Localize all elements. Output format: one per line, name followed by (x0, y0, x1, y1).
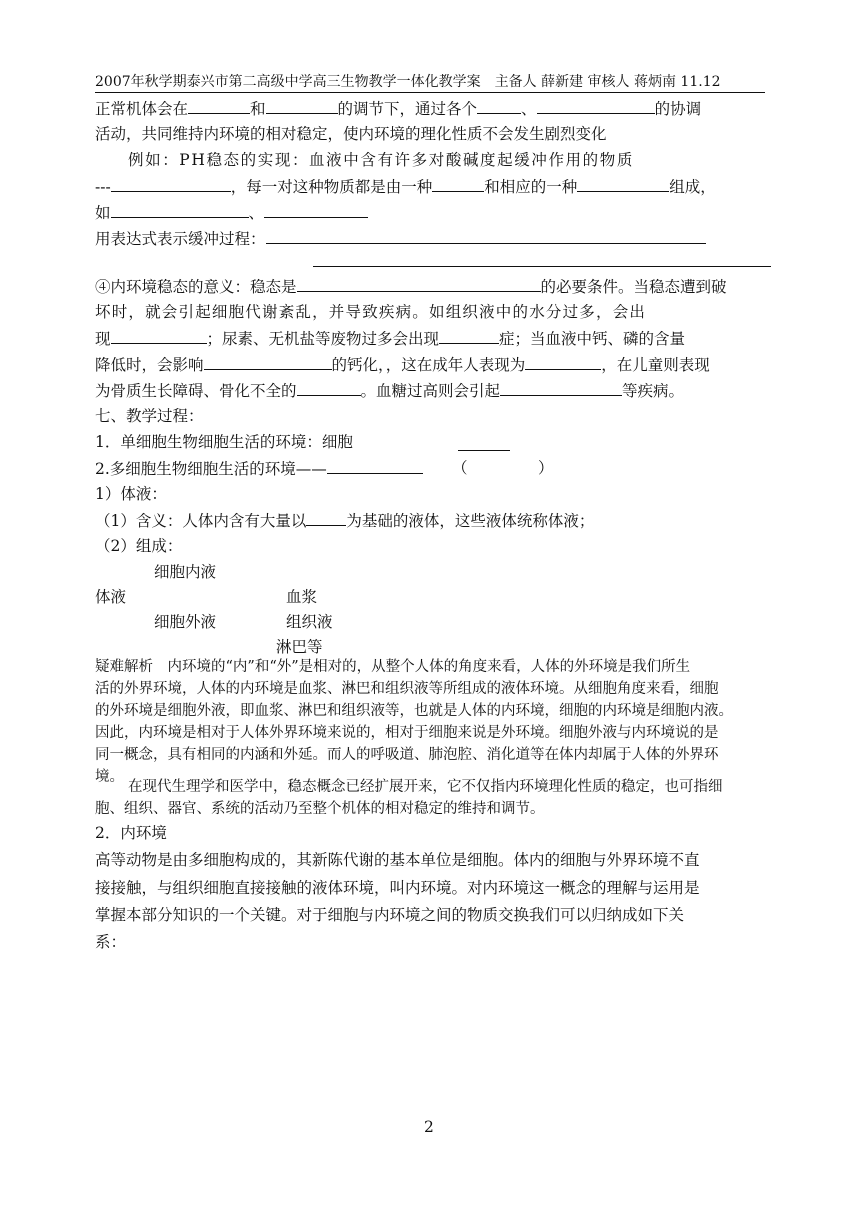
text: 。血糖过高则会引起 (360, 382, 501, 400)
analysis-line: 因此，内环境是相对于人体外界环境来说的，相对于细胞来说是外环境。细胞外液与内环境说的是 (95, 725, 719, 741)
blank (266, 228, 706, 244)
blank (327, 458, 423, 474)
text: ，每一对这种物质都是由一种 (230, 178, 433, 196)
text: 、 (248, 204, 265, 222)
meaning-line-4 (95, 354, 710, 375)
analysis-line: 活的外界环境，人体的内环境是血浆、淋巴和组织液等所组成的液体环境。从细胞角度来看，细胞 (95, 681, 719, 697)
text: 为基础的液体，这些液体统称体液； (346, 512, 595, 530)
tissue-fluid-label: 组织液 (286, 613, 333, 631)
blank (264, 202, 368, 218)
regulation-line-2: 活动，共同维持内环境的相对稳定，使内环境的理化性质不会发生剧烈变化 (95, 125, 607, 143)
body-fluid-composition: （2）组成： (95, 537, 183, 555)
blank (306, 510, 346, 526)
text: 、 (521, 100, 537, 118)
text: 1．单细胞生物细胞生活的环境：细胞 (95, 433, 353, 451)
meaning-line-3 (95, 328, 685, 349)
blank (266, 98, 338, 114)
intracellular-fluid-label: 细胞内液 (154, 563, 217, 581)
blank (111, 176, 231, 192)
blank (297, 380, 361, 396)
homeostasis-meaning (95, 276, 727, 297)
text: 等疾病。 (622, 382, 685, 400)
analysis-line: 疑难解析 内环境的“内”和“外”是相对的，从整个人体的角度来看，人体的外环境是我们所生 (95, 659, 691, 675)
page-header: 2007年秋学期泰兴市第二高级中学高三生物教学一体化教学案 主备人 薛新建 审核人 蒋炳南 11.12 (95, 74, 721, 90)
meaning-line-2: 坏时，就会引起细胞代谢紊乱，并导致疾病。如组织液中的水分过多，会出 (95, 303, 647, 321)
blank (432, 176, 484, 192)
meaning-line-5 (95, 380, 684, 401)
blank (500, 380, 622, 396)
buffer-examples (95, 202, 368, 223)
text: （1）含义：人体内含有大量以 (95, 512, 307, 530)
text: 为骨质生长障碍、骨化不全的 (95, 382, 297, 400)
plasma-label: 血浆 (286, 588, 318, 606)
buffer-line (95, 176, 716, 197)
text: ；尿素、无机盐等废物过多会出现 (206, 330, 440, 348)
text: 降低时，会影响 (95, 356, 204, 374)
section-2-line-2: 接接触，与组织细胞直接接触的液体环境，叫内环境。对内环境这一概念的理解与运用是 (95, 879, 700, 897)
text: --- (95, 178, 111, 196)
ph-example: 例如：PH稳态的实现：血液中含有许多对酸碱度起缓冲作用的物质 (128, 151, 634, 169)
process-item-2 (95, 458, 423, 479)
analysis-line: 的外环境是细胞外液，即血浆、淋巴和组织液等，也就是人体的内环境，细胞的内环境是细胞内液。 (95, 703, 733, 719)
blank-line (313, 266, 771, 267)
analysis-line: 境。 (95, 769, 124, 785)
modern-line-2: 胞、组织、器官、系统的活动乃至整个机体的相对稳定的维持和调节。 (95, 801, 545, 817)
text: 的调节下，通过各个 (337, 100, 478, 118)
blank (477, 98, 521, 114)
page-number: 2 (424, 1118, 434, 1136)
buffer-expression (95, 228, 706, 249)
blank (188, 98, 250, 114)
section-2-line-3: 掌握本部分知识的一个关键。对于细胞与内环境之间的物质交换我们可以归纳成如下关 (95, 906, 685, 924)
paren-open: （ (452, 459, 468, 477)
text: 如 (95, 204, 111, 222)
text: 的协调 (654, 100, 702, 118)
blank (537, 98, 655, 114)
modern-line-1: 在现代生理学和医学中，稳态概念已经扩展开来，它不仅指内环境理化性质的稳定，也可指细 (128, 779, 723, 795)
text: 正常机体会在 (95, 100, 189, 118)
blank (111, 328, 207, 344)
body-fluid-label: 体液 (95, 588, 127, 606)
analysis-line: 同一概念，具有相同的内涵和外延。而人的呼吸道、肺泡腔、消化道等在体内却属于人体的外界环 (95, 747, 719, 763)
extracellular-fluid-label: 细胞外液 (154, 613, 217, 631)
text: 的必要条件。当稳态遭到破 (540, 278, 727, 296)
blank (297, 276, 541, 292)
text: 用表达式表示缓冲过程： (95, 230, 266, 248)
body-fluid-heading: 1）体液： (95, 485, 167, 503)
blank (204, 354, 332, 370)
section-2-line-4: 系： (95, 933, 127, 951)
process-item-1 (95, 432, 353, 452)
paren-close: ） (538, 459, 554, 477)
header-rule (95, 92, 765, 93)
blank (111, 202, 249, 218)
section-2-title: 2．内环境 (95, 824, 167, 842)
section-2-line-1: 高等动物是由多细胞构成的，其新陈代谢的基本单位是细胞。体内的细胞与外界环境不直 (95, 851, 700, 869)
text: 组成， (669, 178, 716, 196)
text: 现 (95, 330, 111, 348)
body-fluid-definition (95, 510, 594, 531)
text: 的钙化，，这在成年人表现为 (331, 356, 526, 374)
text: ④内环境稳态的意义：稳态是 (95, 278, 297, 296)
text: 症；当血液中钙、磷的含量 (499, 330, 686, 348)
section-title: 七、教学过程： (95, 407, 204, 425)
blank (525, 354, 601, 370)
lymph-label: 淋巴等 (276, 638, 323, 656)
text: 2.多细胞生物细胞生活的环境—— (95, 460, 327, 478)
text: ，在儿童则表现 (601, 356, 710, 374)
blank (439, 328, 499, 344)
text: 和相应的一种 (484, 178, 578, 196)
text: 和 (250, 100, 266, 118)
regulation-line (95, 98, 701, 119)
blank (577, 176, 669, 192)
blank (458, 450, 510, 451)
